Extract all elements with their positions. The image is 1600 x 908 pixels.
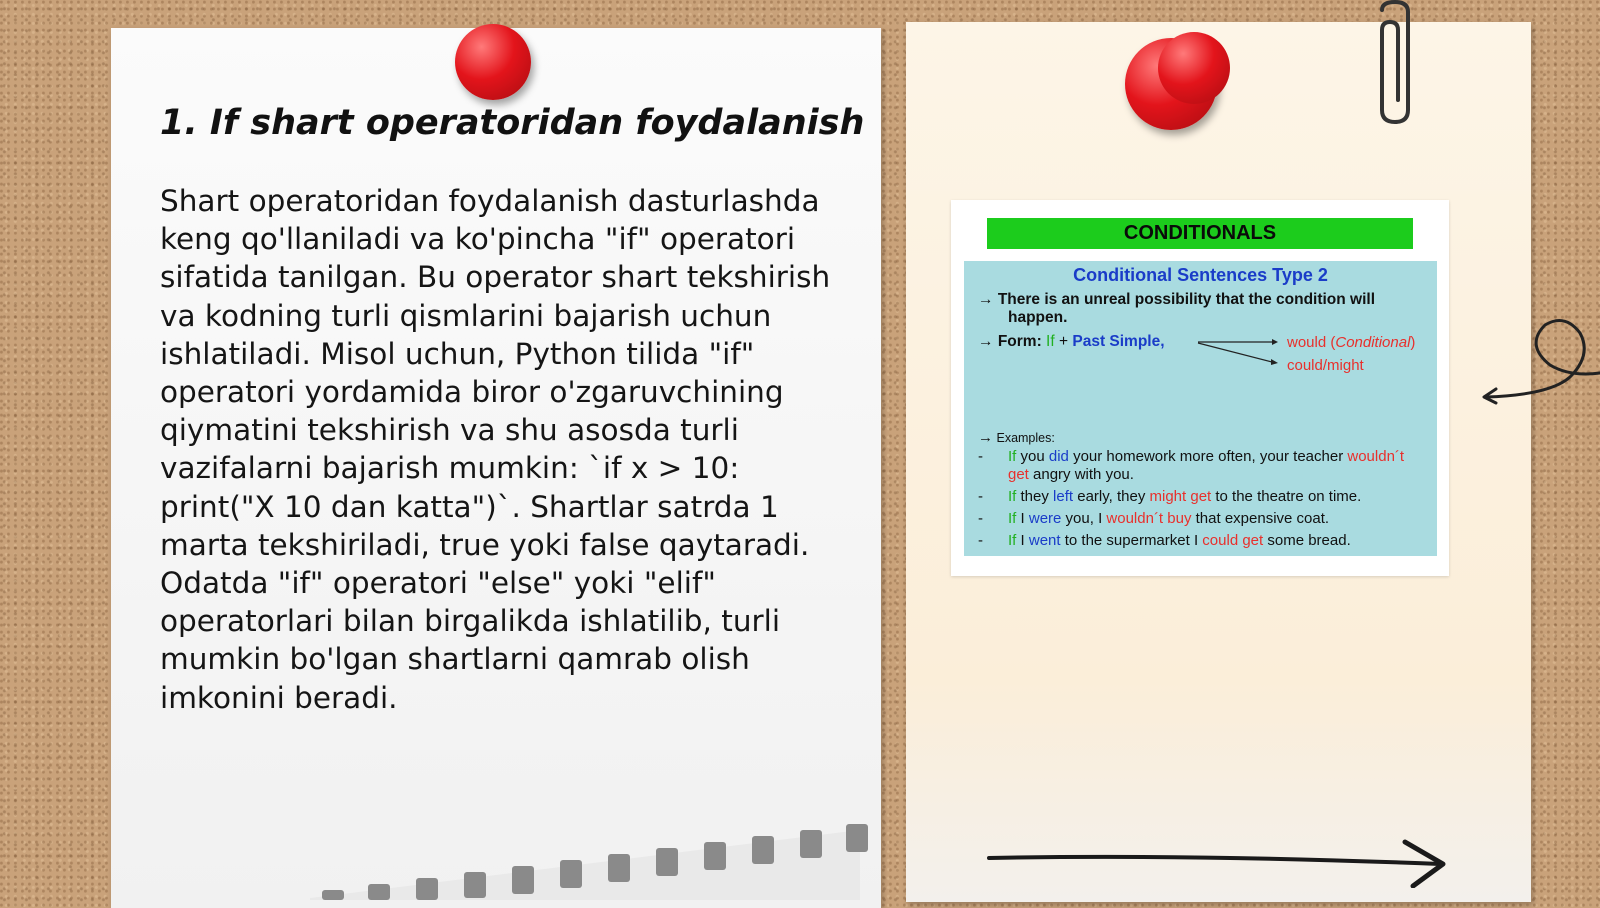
card-header: CONDITIONALS [987, 218, 1413, 249]
paperclip-icon [1370, 0, 1420, 130]
form-past-simple: Past Simple, [1072, 333, 1165, 350]
branch-arrows-icon [1196, 337, 1282, 367]
arrow-icon: → [978, 333, 994, 350]
form-if: If [1046, 333, 1055, 350]
arrow-icon: → [978, 429, 993, 446]
form-plus: + [1058, 333, 1069, 350]
red-pushpin-head-icon [1158, 32, 1230, 104]
form-result-would: would (Conditional) [1287, 334, 1416, 351]
examples-label: → Examples: [978, 429, 1055, 446]
red-pushpin-icon [455, 24, 531, 100]
note-body-text: Shart operatoridan foydalanish dasturlashda keng qo'llaniladi va ko'pincha "if" operatori sifatida tanilgan. Bu operator shart tekshirish va kodning turli qismlarini bajarish uchun ishlatiladi. Misol uchun, Python tilida "if" operatori yordamida biror o'zgaruvchining qiymatini tekshirish va shu asosda turli vazifalarni bajarish mumkin: `if x > 10: print("X 10 dan katta")`. Shartlar satrda 1 marta tekshiriladi, true yoki false qaytaradi. Odatda "if" operatori "else" yoki "elif" operatorlari bilan birgalikda ishlatilib, turli mumkin bo'lgan shartlarni qamrab olish imkonini beradi. [160, 184, 831, 715]
form-label: Form: [997, 333, 1042, 350]
card-subtitle: Conditional Sentences Type 2 [1073, 265, 1328, 285]
arrow-icon: → [978, 291, 994, 308]
intro-line [978, 291, 1428, 309]
curly-arrow-doodle-icon [1480, 315, 1600, 415]
form-result-could-might: could/might [1287, 357, 1364, 374]
torn-paper-edge-decoration [300, 800, 880, 900]
intro-text-line2: happen. [1008, 309, 1068, 326]
intro-text-line1: There is an unreal possibility that the condition will [997, 291, 1376, 308]
intro-line-2 [1008, 309, 1067, 327]
form-line [978, 333, 1165, 351]
note-title: 1. If shart operatoridan foydalanish [160, 103, 865, 143]
conditionals-card-image [951, 200, 1449, 576]
card-body: Conditional Sentences Type 2 → There is an unreal possibility that the condition will happen. → Form: If + Past Simple, would (Conditional) could/might → Examples: - If you did your homework more often, your teacher wouldn´t get angry with you. - If they left early, they might get to the theatre on time. - If I were you, I wouldn´t buy that expensive coat. - If I went to the supermarket I could get some bread. [964, 261, 1437, 556]
long-right-arrow-icon [985, 838, 1455, 888]
